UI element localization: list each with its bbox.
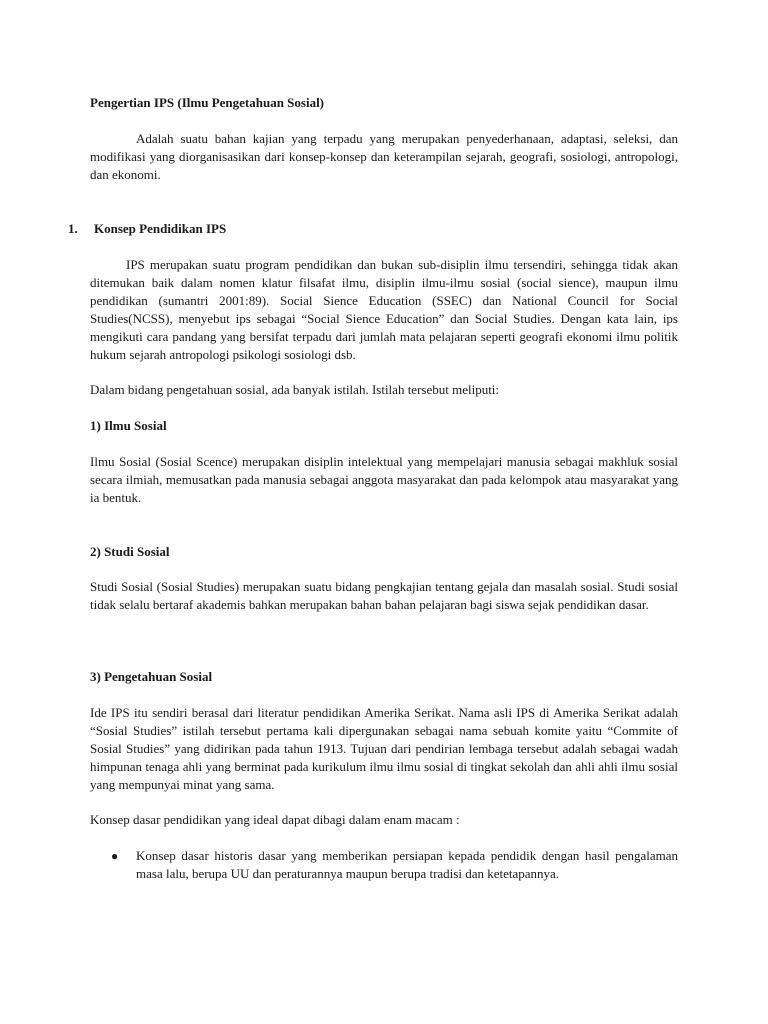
section-heading: Konsep Pendidikan IPS [94,221,227,236]
concept-intro: Konsep dasar pendidikan yang ideal dapat dibagi dalam enam macam : [90,812,460,827]
bullet-icon: ● [111,849,119,863]
bullet-item: Konsep dasar historis dasar yang memberikan persiapan kepada pendidik dengan hasil pengalaman masa lalu, berupa UU dan peraturannya maupun berupa tradisi dan ketetapannya. [136,848,678,881]
document-title: Pengertian IPS (Ilmu Pengetahuan Sosial) [90,95,325,110]
section-number: 1. [68,221,78,236]
sub2-heading: 2) Studi Sosial [90,544,170,559]
section-paragraph: IPS merupakan suatu program pendidikan dan bukan sub-disiplin ilmu tersendiri, sehingga tidak akan ditemukan baik dalam nomen klatur filsafat ilmu, disiplin ilmu-ilmu sosial (social sience), maupun ilmu pendidikan (sumantri 2001:89). Social Sience Education (SSEC) dan National Council for Social Studies(NCSS), menyebut ips sebagai “Social Sience Education” dan Social Studies. Dengan kata lain, ips mengikuti cara pandang yang bersifat terpadu dari jumlah mata pelajaran seperti geografi ekonomi ilmu politik hukum sejarah antropologi psikologi sosiologi dsb. [90,257,678,362]
sub3-paragraph: Ide IPS itu sendiri berasal dari literatur pendidikan Amerika Serikat. Nama asli IPS di Amerika Serikat adalah “Sosial Studies” istilah tersebut pertama kali dipergunakan sebagai nama sebuah komite yaitu “Commite of Sosial Studies” yang didirikan pada tahun 1913. Tujuan dari pendirian lembaga tersebut adalah sebagai wadah himpunan tenaga ahli yang berminat pada kurikulum ilmu ilmu sosial di tingkat sekolah dan ahli ahli ilmu sosial yang mempunyai minat yang sama. [90,705,678,792]
intro-paragraph: Adalah suatu bahan kajian yang terpadu yang merupakan penyederhanaan, adaptasi, seleksi, dan modifikasi yang diorganisasikan dari konsep-konsep dan keterampilan sejarah, geografi, sosiologi, antropologi, dan ekonomi. [90,131,678,182]
terms-intro: Dalam bidang pengetahuan sosial, ada banyak istilah. Istilah tersebut meliputi: [90,382,500,397]
sub2-paragraph: Studi Sosial (Sosial Studies) merupakan suatu bidang pengkajian tentang gejala dan masalah sosial. Studi sosial tidak selalu bertaraf akademis bahkan merupakan bahan bahan pelajaran bagi siswa sejak pendidikan dasar. [90,579,678,612]
sub1-paragraph: Ilmu Sosial (Sosial Scence) merupakan disiplin intelektual yang mempelajari manusia sebagai makhluk sosial secara ilmiah, memusatkan pada manusia sebagai anggota masyarakat dan pada kelompok atau masyarakat yang ia bentuk. [90,454,678,505]
sub1-heading: 1) Ilmu Sosial [90,418,167,433]
sub3-heading: 3) Pengetahuan Sosial [90,669,213,684]
